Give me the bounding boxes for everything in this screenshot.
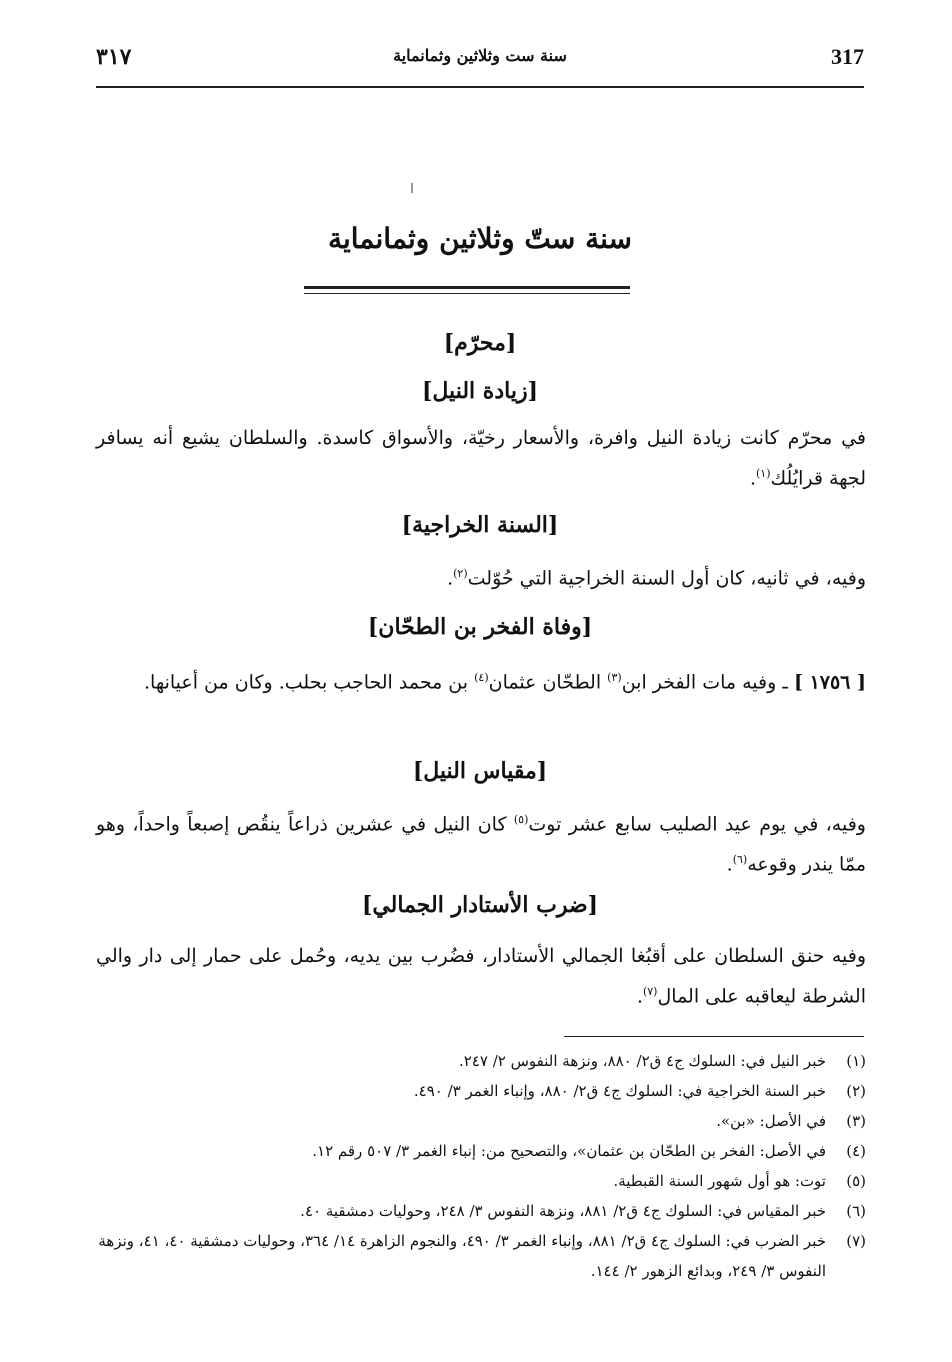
paragraph-text: الطحّان عثمان xyxy=(488,671,602,694)
section-heading-nilometer: [مقياس النيل] xyxy=(412,758,548,784)
paragraph-kharaj-year: وفيه، في ثانيه، كان أول السنة الخراجية التي حُوّلت$^{(٢)}$. xyxy=(447,567,866,590)
footnote-ref: (٧) xyxy=(642,985,658,998)
footnote-text: خبر السنة الخراجية في: السلوك ج٤ ق٢/ ٨٨٠، وإنباء الغمر ٣/ ٤٩٠. xyxy=(413,1082,826,1100)
section-heading-kharaj-year: [السنة الخراجية] xyxy=(401,512,559,538)
entry-number: [ ١٧٥٦ ] xyxy=(793,671,866,694)
footnote-text: في الأصل: «بن». xyxy=(716,1112,826,1130)
page-number-arabic: ٣١٧ xyxy=(96,44,132,70)
paragraph-death-fakhr xyxy=(96,660,866,700)
paragraph-text: ـ وفيه مات الفخر ابن xyxy=(621,671,788,694)
footnote-text: خبر المقياس في: السلوك ج٤ ق٢/ ٨٨١، ونزهة النفوس ٣/ ٢٤٨، وحوليات دمشقية ٤٠. xyxy=(300,1202,826,1220)
title-rule-thick xyxy=(304,286,630,289)
header-rule xyxy=(96,86,864,88)
paragraph-beating-ustadar: وفيه حنق السلطان على أقبُغا الجمالي الأستادار، فضُرب بين يديه، وحُمل على حمار إلى دار والي الشرطة ليعاقبه على المال$^{(٧)}$. xyxy=(96,945,866,1008)
chapter-title: سنة ستّ وثلاثين وثمانماية xyxy=(327,222,633,255)
footnote-separator xyxy=(564,1036,864,1037)
page-header xyxy=(96,44,864,82)
footnote-number: (٧) xyxy=(846,1232,866,1250)
footnote-item xyxy=(96,1046,866,1076)
section-heading-death-fakhr: [وفاة الفخر بن الطحّان] xyxy=(367,614,593,640)
paragraph-text: وفيه، في يوم عيد الصليب سابع عشر توت xyxy=(528,813,866,836)
footnote-ref: (٥) xyxy=(513,813,529,826)
section-heading-nile-rise: [زيادة النيل] xyxy=(421,378,538,404)
paragraph-nile-rise: في محرّم كانت زيادة النيل وافرة، والأسعار رخيّة، والأسواق كاسدة. والسلطان يشيع أنه يسافر لجهة قرايُلُك$^{(١)}$. xyxy=(96,427,866,490)
running-title: سنة ست وثلاثين وثمانماية xyxy=(393,46,567,65)
paragraph-text: في محرّم كانت زيادة النيل وافرة، والأسعار رخيّة، والأسواق كاسدة. والسلطان يشيع أنه يسافر لجهة قرايُلُك xyxy=(96,427,866,490)
footnote-text: توت: هو أول شهور السنة القبطية. xyxy=(613,1172,826,1190)
footnote-text: في الأصل: الفخر بن الطحّان بن عثمان»، والتصحيح من: إنباء الغمر ٣/ ٥٠٧ رقم ١٢. xyxy=(312,1142,826,1160)
page-number-latin: 317 xyxy=(831,44,864,69)
paragraph-text: كان النيل في عشرين ذراعاً ينقُص إصبعاً واحداً، وهو ممّا يندر وقوعه xyxy=(96,813,866,876)
footnote-number: (١) xyxy=(846,1052,866,1070)
footnote-number: (٢) xyxy=(846,1082,866,1100)
footnote-ref: (٤) xyxy=(474,671,489,684)
footnote-item xyxy=(96,1166,866,1196)
footnote-ref: (٦) xyxy=(732,853,748,867)
paragraph-text: بن محمد الحاجب بحلب. وكان من أعيانها. xyxy=(143,671,469,694)
footnote-ref: (٣) xyxy=(607,671,622,684)
section-heading-beating-ustadar: [ضرب الأستادار الجمالي] xyxy=(361,892,599,918)
footnote-number: (٦) xyxy=(846,1202,866,1220)
footnote-text: خبر الضرب في: السلوك ج٤ ق٢/ ٨٨١، وإنباء الغمر ٣/ ٤٩٠، والنجوم الزاهرة ١٤/ ٣٦٤، وحوليات دمشقية ٤٠، ٤١، ونزهة النفوس ٣/ ٢٤٩، وبدائع الزهور ٢/ ١٤٤. xyxy=(98,1232,826,1280)
paragraph-nilometer: وفيه، في يوم عيد الصليب سابع عشر توت$^{(٥)}$ كان النيل في عشرين ذراعاً ينقُص إصبعاً واحداً، وهو ممّا يندر وقوعه$^{(٦)}$. xyxy=(96,813,866,876)
footnote-number: (٤) xyxy=(846,1142,866,1160)
footnote-ref: (١) xyxy=(756,467,771,480)
footnotes xyxy=(96,1046,866,1286)
footnote-item xyxy=(96,1106,866,1136)
footnote-item xyxy=(96,1196,866,1226)
paragraph-text: وفيه، في ثانيه، كان أول السنة الخراجية التي حُوّلت xyxy=(467,567,866,590)
section-heading-muharram: [محرّم] xyxy=(443,330,517,356)
footnote-number: (٥) xyxy=(846,1172,866,1190)
footnote-item xyxy=(96,1076,866,1106)
footnote-ref: (٢) xyxy=(453,567,468,580)
footnote-number: (٣) xyxy=(846,1112,866,1130)
print-mark xyxy=(411,183,413,193)
paragraph-text: وفيه حنق السلطان على أقبُغا الجمالي الأستادار، فضُرب بين يديه، وحُمل على حمار إلى دار والي الشرطة ليعاقبه على المال xyxy=(96,945,866,1008)
footnote-item xyxy=(96,1136,866,1166)
footnote-item xyxy=(96,1226,866,1286)
footnote-text: خبر النيل في: السلوك ج٤ ق٢/ ٨٨٠، ونزهة النفوس ٢/ ٢٤٧. xyxy=(459,1052,826,1070)
title-rule-thin xyxy=(304,293,630,294)
